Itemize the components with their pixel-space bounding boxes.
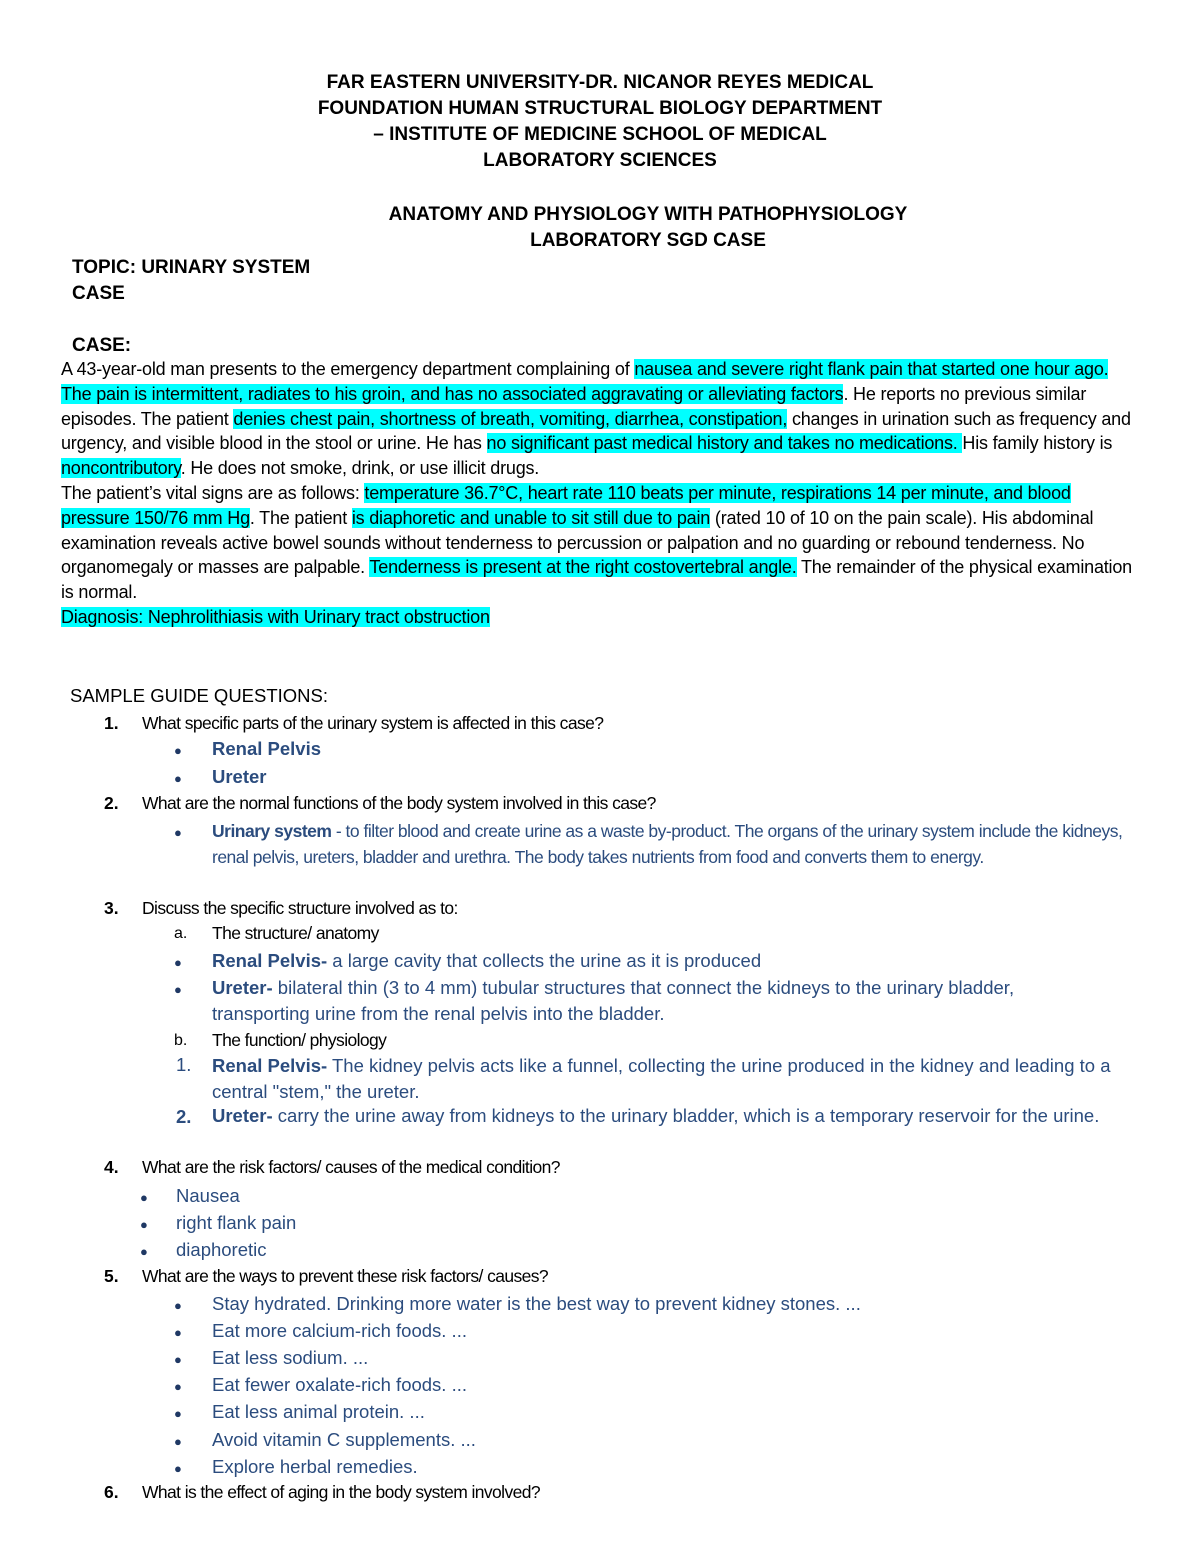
question-number: 6.	[104, 1482, 119, 1502]
bullet-icon: ●	[174, 771, 182, 786]
case-text: His family history is	[962, 433, 1113, 454]
answer-text: bilateral thin (3 to 4 mm) tubular structures that connect the kidneys to the urinary bladder, transporting urine from the renal pelvis into the bladder.	[212, 977, 1015, 1024]
bullet-icon: ●	[174, 982, 182, 997]
answer-text: The kidney pelvis acts like a funnel, collecting the urine produced in the kidney and leading to a central "stem," the ureter.	[212, 1055, 1111, 1102]
bullet-icon: ●	[174, 1325, 182, 1340]
highlight: Tenderness is present at the right costovertebral angle.	[369, 557, 797, 578]
answer-item	[212, 948, 1132, 974]
answer-item: Nausea	[176, 1185, 240, 1206]
bullet-icon: ●	[174, 1406, 182, 1421]
answer-bold: Renal Pelvis-	[212, 1055, 328, 1076]
topic-title: TOPIC: URINARY SYSTEM	[72, 257, 311, 278]
bullet-icon: ●	[174, 955, 182, 970]
topic-case: CASE	[72, 283, 125, 304]
sub-text: The function/ physiology	[212, 1030, 387, 1050]
questions-heading: SAMPLE GUIDE QUESTIONS:	[70, 685, 329, 706]
bullet-icon: ●	[174, 1352, 182, 1367]
header-line-3: – INSTITUTE OF MEDICINE SCHOOL OF MEDICAL	[373, 124, 827, 145]
course-subtitle: LABORATORY SGD CASE	[530, 230, 766, 251]
question-text: What are the risk factors/ causes of the medical condition?	[142, 1157, 560, 1177]
highlight: denies chest pain, shortness of breath, vomiting, diarrhea, constipation,	[233, 408, 788, 429]
header-line-1: FAR EASTERN UNIVERSITY-DR. NICANOR REYES MEDICAL	[326, 72, 874, 93]
answer-text: carry the urine away from kidneys to the urinary bladder, which is a temporary reservoir for the urine.	[272, 1105, 1100, 1126]
case-text: changes in urination such as frequency and urgency, and visible blood in the stool or urine. He has	[61, 408, 1131, 454]
question-text: What is the effect of aging in the body system involved?	[142, 1482, 540, 1502]
question-text: What are the normal functions of the body system involved in this case?	[142, 793, 656, 813]
answer-item	[212, 736, 1132, 762]
bullet-icon: ●	[174, 1298, 182, 1313]
case-label: CASE:	[72, 335, 132, 356]
bullet-icon: ●	[174, 825, 182, 840]
answer-item: Avoid vitamin C supplements. ...	[212, 1429, 476, 1450]
answer-item: Explore herbal remedies.	[212, 1456, 418, 1477]
sub-label: a.	[174, 925, 188, 942]
diagnosis: Diagnosis: Nephrolithiasis with Urinary tract obstruction	[61, 606, 490, 627]
bullet-icon: ●	[140, 1244, 148, 1259]
question-number: 3.	[104, 898, 119, 918]
answer-item	[212, 764, 1132, 790]
answer-bold: Renal Pelvis-	[212, 950, 328, 971]
case-text: (rated 10 of 10 on the pain scale). His abdominal examination reveals active bowel sounds without tenderness to percussion or palpation and no guarding or rebound tenderness. No organomegaly or masses are palpable.	[61, 507, 1094, 578]
case-text: The remainder of the physical examination is normal.	[61, 557, 1132, 603]
header-line-2: FOUNDATION HUMAN STRUCTURAL BIOLOGY DEPARTMENT	[317, 98, 883, 119]
numbered-label: 1.	[176, 1054, 192, 1075]
answer-item	[212, 975, 1092, 1027]
bullet-icon: ●	[174, 1461, 182, 1476]
case-paragraph	[61, 357, 1141, 630]
case-text: The patient’s vital signs are as follows:	[61, 482, 365, 503]
highlight: temperature 36.7°C, heart rate 110 beats per minute, respirations 14 per minute, and blood pressure 150/76 mm Hg	[61, 482, 1071, 528]
answer-item: Eat less sodium. ...	[212, 1347, 369, 1368]
question-number: 4.	[104, 1157, 119, 1177]
answer-bold: Urinary system	[212, 821, 332, 841]
question-number: 1.	[104, 713, 119, 733]
answer-item	[212, 1053, 1112, 1105]
case-text: . The patient	[249, 507, 352, 528]
bullet-icon: ●	[140, 1190, 148, 1205]
case-text: A 43-year-old man presents to the emergency department complaining of	[61, 359, 635, 379]
answer-bold: Renal Pelvis	[212, 738, 322, 759]
answer-text: a large cavity that collects the urine as it is produced	[327, 950, 762, 971]
sub-label: b.	[174, 1032, 188, 1049]
answer-bold: Ureter-	[212, 977, 273, 998]
answer-item: diaphoretic	[176, 1239, 267, 1260]
answer-item	[212, 1103, 1132, 1129]
highlight: nausea and severe right flank pain that started one hour ago. The pain is intermittent, radiates to his groin, and has no associated aggravating or alleviating factors	[61, 359, 1109, 404]
answer-item: Stay hydrated. Drinking more water is the best way to prevent kidney stones. ...	[212, 1293, 861, 1314]
course-title: ANATOMY AND PHYSIOLOGY WITH PATHOPHYSIOLOGY	[388, 204, 908, 225]
answer-item: Eat fewer oxalate-rich foods. ...	[212, 1374, 468, 1395]
bullet-icon: ●	[174, 1379, 182, 1394]
question-text: What are the ways to prevent these risk factors/ causes?	[142, 1266, 549, 1286]
answer-bold: Ureter-	[212, 1105, 273, 1126]
bullet-icon: ●	[174, 743, 182, 758]
bullet-icon: ●	[174, 1434, 182, 1449]
highlight: noncontributory	[61, 458, 181, 479]
answer-item: right flank pain	[176, 1212, 297, 1233]
answer-item	[212, 818, 1132, 870]
answer-text: - to filter blood and create urine as a waste by-product. The organs of the urinary system include the kidneys, renal pelvis, ureters, bladder and urethra. The body takes nutrients from food and converts them to energy.	[212, 821, 1123, 867]
sub-text: The structure/ anatomy	[212, 923, 379, 943]
case-text: . He reports no previous similar episodes. The patient	[61, 383, 1087, 429]
answer-item: Eat less animal protein. ...	[212, 1401, 425, 1422]
answer-bold: Ureter	[212, 766, 267, 787]
highlight: no significant past medical history and takes no medications.	[486, 433, 963, 454]
question-text: What specific parts of the urinary system is affected in this case?	[142, 713, 604, 733]
case-text: . He does not smoke, drink, or use illicit drugs.	[180, 458, 540, 479]
numbered-label: 2.	[176, 1106, 192, 1127]
question-number: 5.	[104, 1266, 119, 1286]
question-number: 2.	[104, 793, 119, 813]
bullet-icon: ●	[140, 1217, 148, 1232]
highlight: is diaphoretic and unable to sit still due to pain	[351, 507, 711, 528]
answer-item: Eat more calcium-rich foods. ...	[212, 1320, 467, 1341]
header-line-4: LABORATORY SCIENCES	[483, 150, 717, 171]
question-text: Discuss the specific structure involved as to:	[142, 898, 458, 918]
